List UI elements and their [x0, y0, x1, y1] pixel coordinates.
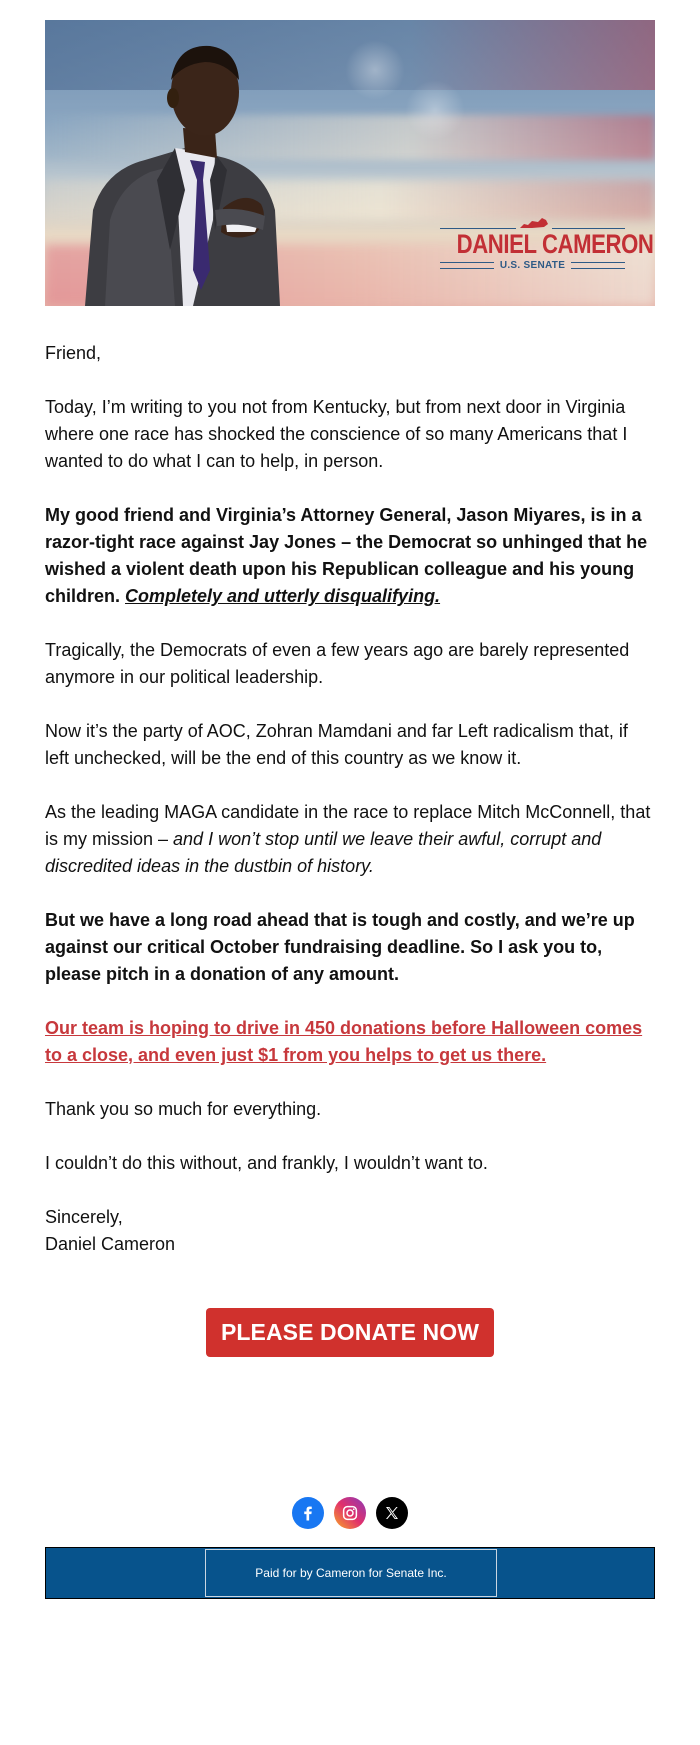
flag-star-blur — [405, 80, 465, 140]
logo-sub: U.S. SENATE — [499, 260, 566, 271]
hero-banner — [45, 20, 655, 306]
donate-button[interactable]: PLEASE DONATE NOW — [206, 1308, 494, 1357]
paragraph-miyares-emphasis: Completely and utterly disqualifying. — [125, 586, 441, 606]
campaign-logo — [440, 229, 654, 271]
email-container — [45, 20, 655, 1599]
facebook-glyph — [299, 1504, 317, 1522]
logo-rule — [571, 262, 625, 269]
flag-star-blur — [345, 40, 405, 100]
paragraph-mission-text: As the leading MAGA candidate in the race to replace Mitch McConnell, that is my mission – — [45, 802, 651, 849]
donation-goal-link[interactable]: Our team is hoping to drive in 450 donations before Halloween comes to a close, and even just $1 from you helps to get us there. — [45, 1018, 643, 1065]
logo-subline — [440, 260, 625, 271]
footer-bar — [45, 1547, 655, 1599]
greeting: Friend, — [45, 343, 102, 363]
paragraph-mission — [45, 799, 655, 880]
signature-name: Daniel Cameron — [45, 1234, 176, 1254]
logo-rule — [440, 262, 494, 269]
facebook-icon[interactable] — [292, 1497, 324, 1529]
paragraph-intro: Today, I’m writing to you not from Kentucky, but from next door in Virginia where one race has shocked the conscience of so many Americans that I wanted to do what I can to help, in person. — [45, 397, 628, 471]
cta-container — [45, 1308, 655, 1357]
paragraph-democrats: Tragically, the Democrats of even a few years ago are barely represented anymore in our political leadership. — [45, 640, 630, 687]
candidate-photo — [65, 20, 305, 306]
instagram-glyph — [341, 1504, 359, 1522]
logo-name: DANIEL CAMERON — [456, 229, 654, 259]
paid-for-disclaimer: Paid for by Cameron for Senate Inc. — [205, 1549, 497, 1597]
paragraph-ask: But we have a long road ahead that is tough and costly, and we’re up against our critical October fundraising deadline. So I ask you to, please pitch in a donation of any amount. — [45, 910, 635, 984]
paragraph-closing: I couldn’t do this without, and frankly, I wouldn’t want to. — [45, 1153, 488, 1173]
paragraph-party: Now it’s the party of AOC, Zohran Mamdani and far Left radicalism that, if left unchecked, will be the end of this country as we know it. — [45, 721, 628, 768]
kentucky-state-icon — [518, 216, 550, 230]
paragraph-thanks: Thank you so much for everything. — [45, 1099, 322, 1119]
instagram-icon[interactable] — [334, 1497, 366, 1529]
paragraph-miyares — [45, 502, 655, 610]
paragraph-miyares-text: My good friend and Virginia’s Attorney General, Jason Miyares, is in a razor-tight race against Jay Jones – the Democrat so unhinged that he wished a violent death upon his Republican colleague and his young children. — [45, 505, 648, 606]
signoff: Sincerely, — [45, 1207, 123, 1227]
social-icons — [45, 1497, 655, 1529]
signature-block — [45, 1204, 655, 1258]
x-icon[interactable] — [376, 1497, 408, 1529]
x-glyph — [384, 1505, 400, 1521]
letter-body — [45, 306, 655, 1258]
paragraph-mission-italic: and I won’t stop until we leave their awful, corrupt and discredited ideas in the dustbin of history. — [45, 829, 602, 876]
